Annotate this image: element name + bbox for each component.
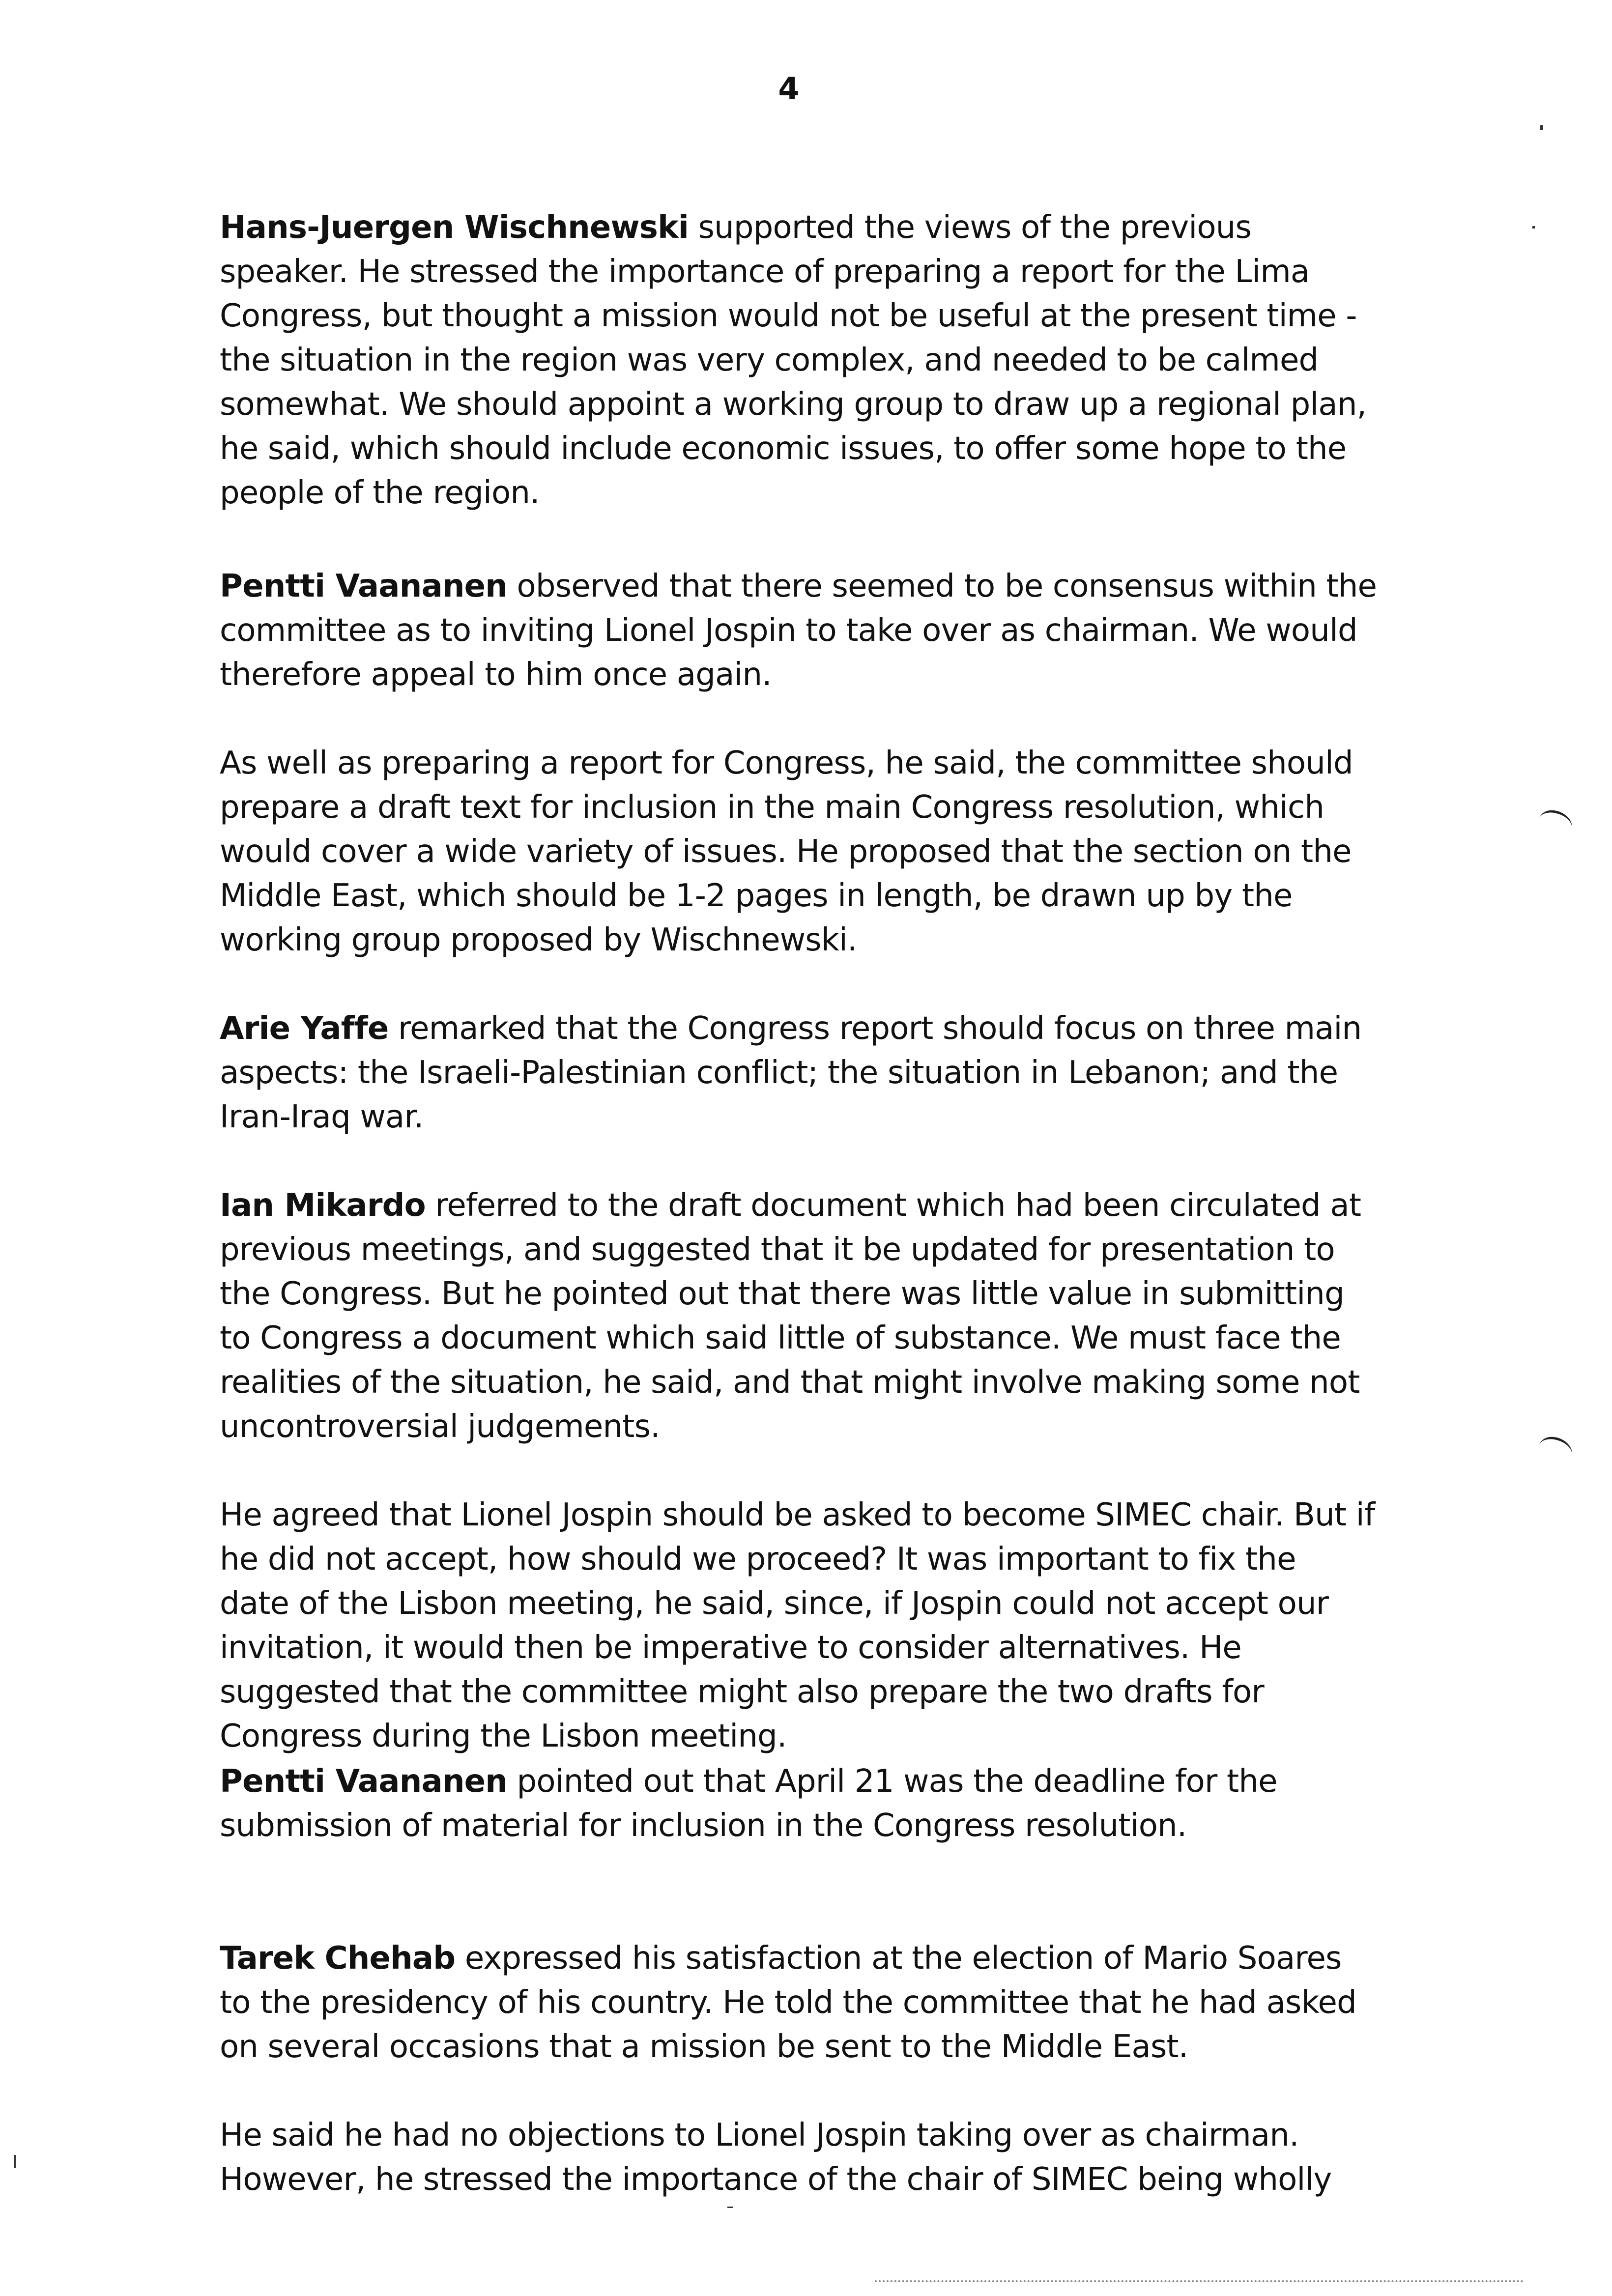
text-line: Congress, but thought a mission would not be useful at the present time - (220, 298, 1357, 334)
text-line: Congress during the Lisbon meeting. (220, 1718, 787, 1754)
text-line: referred to the draft document which had been circulated at (425, 1187, 1361, 1224)
text-line: expressed his satisfaction at the election of Mario Soares (455, 1940, 1342, 1977)
text-line: He agreed that Lionel Jospin should be asked to become SIMEC chair. But if (220, 1497, 1375, 1533)
text-line: previous meetings, and suggested that it be updated for presentation to (220, 1232, 1335, 1268)
speaker-name: Tarek Chehab (220, 1940, 456, 1977)
paragraph (220, 205, 1419, 515)
text-line: people of the region. (220, 475, 540, 511)
text-line: he did not accept, how should we proceed? It was important to fix the (220, 1541, 1296, 1578)
text-line: the situation in the region was very complex, and needed to be calmed (220, 342, 1319, 378)
scan-speck (1532, 226, 1535, 229)
speaker-name: Arie Yaffe (220, 1010, 389, 1047)
text-line: committee as to inviting Lionel Jospin to take over as chairman. We would (220, 612, 1357, 649)
speaker-name: Ian Mikardo (220, 1187, 426, 1224)
speaker-name: Hans-Juergen Wischnewski (220, 209, 689, 246)
text-line: to Congress a document which said little of substance. We must face the (220, 1320, 1341, 1356)
text-line: observed that there seemed to be consensus within the (507, 568, 1377, 604)
text-line: submission of material for inclusion in the Congress resolution. (220, 1808, 1187, 1844)
scan-artifact-line (875, 2280, 1524, 2282)
text-line: realities of the situation, he said, and that might involve making some not (220, 1364, 1360, 1401)
text-line: pointed out that April 21 was the deadline for the (507, 1763, 1277, 1800)
paragraph (220, 1493, 1419, 1758)
scan-speck (14, 2155, 16, 2168)
text-line: aspects: the Israeli-Palestinian conflict; the situation in Lebanon; and the (220, 1055, 1338, 1091)
text-line: uncontroversial judgements. (220, 1408, 660, 1445)
text-line: therefore appeal to him once again. (220, 657, 772, 693)
text-line: supported the views of the previous (689, 209, 1252, 246)
text-line: Middle East, which should be 1-2 pages in length, be drawn up by the (220, 878, 1293, 914)
scan-speck (727, 2207, 733, 2208)
paragraph (220, 1936, 1419, 2069)
text-line: would cover a wide variety of issues. He proposed that the section on the (220, 833, 1352, 870)
margin-mark (1536, 1434, 1575, 1467)
speaker-name: Pentti Vaananen (220, 568, 507, 604)
paragraph (220, 2113, 1419, 2202)
text-line: the Congress. But he pointed out that there was little value in submitting (220, 1276, 1344, 1312)
text-line: date of the Lisbon meeting, he said, since, if Jospin could not accept our (220, 1585, 1329, 1622)
text-line: As well as preparing a report for Congress, he said, the committee should (220, 745, 1353, 781)
text-line: invitation, it would then be imperative to consider alternatives. He (220, 1630, 1242, 1666)
text-line: working group proposed by Wischnewski. (220, 922, 857, 958)
speaker-name: Pentti Vaananen (220, 1763, 507, 1800)
text-line: suggested that the committee might also prepare the two drafts for (220, 1674, 1264, 1710)
text-line: somewhat. We should appoint a working group to draw up a regional plan, (220, 386, 1367, 423)
text-line: prepare a draft text for inclusion in the main Congress resolution, which (220, 789, 1324, 826)
text-line: speaker. He stressed the importance of preparing a report for the Lima (220, 254, 1310, 290)
text-line: remarked that the Congress report should focus on three main (388, 1010, 1362, 1047)
text-line: he said, which should include economic issues, to offer some hope to the (220, 430, 1347, 467)
paragraph (220, 1759, 1419, 1848)
text-line: However, he stressed the importance of the chair of SIMEC being wholly (220, 2161, 1332, 2198)
text-line: He said he had no objections to Lionel Jospin taking over as chairman. (220, 2117, 1299, 2153)
margin-mark (1536, 807, 1575, 841)
text-line: to the presidency of his country. He told the committee that he had asked (220, 1984, 1356, 2021)
paragraph (220, 564, 1419, 697)
text-line: on several occasions that a mission be sent to the Middle East. (220, 2029, 1188, 2065)
scan-speck (1540, 125, 1543, 130)
text-line: Iran-Iraq war. (220, 1099, 424, 1135)
paragraph (220, 1006, 1419, 1139)
page-number: 4 (778, 71, 800, 107)
paragraph (220, 1183, 1419, 1449)
paragraph (220, 741, 1419, 962)
